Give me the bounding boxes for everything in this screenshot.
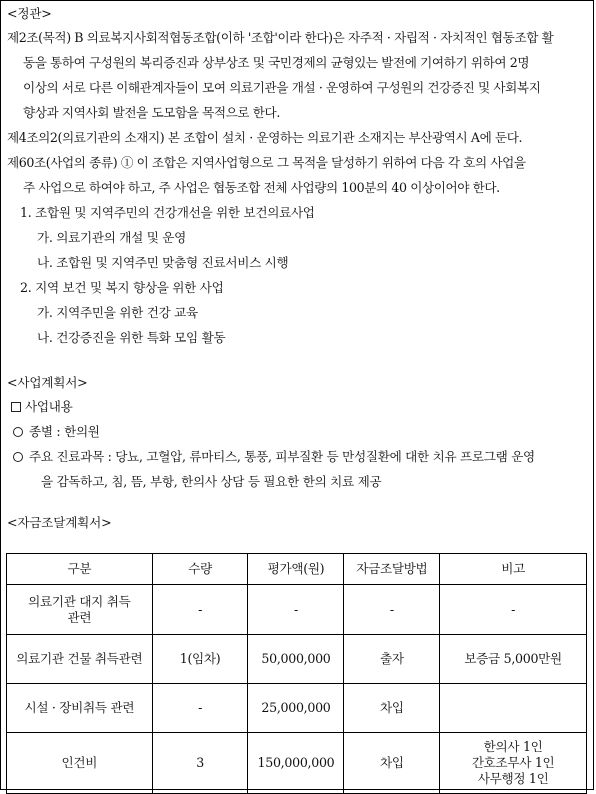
- header-method: 자금조달방법: [344, 554, 440, 585]
- article-60-line-2: 주 사업으로 하여야 하고, 주 사업은 협동조합 전체 사업량의 100분의 40 이상이어야 한다.: [23, 180, 500, 195]
- cell-method: 출자: [344, 635, 440, 684]
- header-value: 평가액(원): [248, 554, 344, 585]
- cell-value: 25,000,000: [248, 684, 344, 733]
- item-1: 1. 조합원 및 지역주민의 건강개선을 위한 보건의료사업: [20, 205, 315, 220]
- cell-category: 의료기관 대지 취득 관련: [7, 585, 153, 635]
- cell-quantity: -: [152, 684, 248, 733]
- plan-type-text: 종별 : 한의원: [29, 424, 100, 439]
- cell-value: -: [248, 585, 344, 635]
- cell-quantity: -: [152, 585, 248, 635]
- cell-quantity: 1(임차): [152, 635, 248, 684]
- plan-section: [7, 394, 590, 419]
- article-2-line-4: 향상과 지역사회 발전을 도모함을 목적으로 한다.: [23, 105, 280, 120]
- circle-bullet-icon: [13, 427, 23, 437]
- cell-category: 의료기관 건물 취득관련: [7, 635, 153, 684]
- articles-heading: <정관>: [7, 6, 52, 21]
- cell-category: 인건비: [7, 733, 153, 794]
- plan-type: [7, 419, 590, 444]
- cell-quantity: 3: [152, 733, 248, 794]
- funding-table: [6, 553, 587, 794]
- table-header-row: [7, 554, 587, 585]
- article-4-2: 제4조의2(의료기관의 소재지) 본 조합이 설치 · 운영하는 의료기관 소재지는 부산광역시 A에 둔다.: [7, 130, 523, 145]
- article-2-line-2: 동을 통하여 구성원의 복리증진과 상부상조 및 국민경제의 균형있는 발전에 기여하기 위하여 2명: [23, 55, 530, 70]
- plan-subjects: [7, 444, 590, 469]
- cell-category: 시설 · 장비취득 관련: [7, 684, 153, 733]
- square-bullet-icon: [11, 402, 21, 412]
- cell-note: -: [440, 585, 587, 635]
- circle-bullet-icon: [13, 452, 23, 462]
- plan-subjects-line-1: 주요 진료과목 : 당뇨, 고혈압, 류마티스, 통풍, 피부질환 등 만성질환에 대한 치유 프로그램 운영: [29, 449, 535, 464]
- table-row: [7, 733, 587, 794]
- cell-value: 50,000,000: [248, 635, 344, 684]
- plan-heading: <사업계획서>: [7, 375, 88, 390]
- cell-note: [440, 684, 587, 733]
- cell-note: 한의사 1인 간호조무사 1인 사무행정 1인: [440, 733, 587, 794]
- item-1-na: 나. 조합원 및 지역주민 맞춤형 진료서비스 시행: [37, 255, 289, 270]
- item-1-ga: 가. 의료기관의 개설 및 운영: [37, 230, 187, 245]
- article-2-line-1: 제2조(목적) B 의료복지사회적협동조합(이하 '조합'이라 한다)은 자주적 · 자립적 · 자치적인 협동조합 활: [7, 30, 554, 45]
- cell-method: 차입: [344, 684, 440, 733]
- table-row: [7, 635, 587, 684]
- article-60: [7, 150, 590, 200]
- article-60-line-1: 제60조(사업의 종류) ① 이 조합은 지역사업형으로 그 목적을 달성하기 위하여 다음 각 호의 사업을: [7, 155, 526, 170]
- funding-heading: <자금조달계획서>: [7, 515, 112, 530]
- item-2-ga: 가. 지역주민을 위한 건강 교육: [37, 305, 198, 320]
- plan-subjects-line-2: 을 감독하고, 침, 뜸, 부항, 한의사 상담 등 필요한 한의 치료 제공: [41, 474, 382, 489]
- cell-method: 차입: [344, 733, 440, 794]
- article-2: [7, 25, 590, 125]
- table-row: [7, 585, 587, 635]
- cell-note: 보증금 5,000만원: [440, 635, 587, 684]
- header-note: 비고: [440, 554, 587, 585]
- header-quantity: 수량: [152, 554, 248, 585]
- cell-method: -: [344, 585, 440, 635]
- header-category: 구분: [7, 554, 153, 585]
- document-body: [7, 3, 590, 534]
- item-2-na: 나. 건강증진을 위한 특화 모임 활동: [37, 330, 226, 345]
- article-2-line-3: 이상의 서로 다른 이해관계자들이 모여 의료기관을 개설 · 운영하여 구성원의 건강증진 및 사회복지: [23, 80, 541, 95]
- cell-value: 150,000,000: [248, 733, 344, 794]
- plan-section-label: 사업내용: [25, 399, 73, 414]
- table-row: [7, 684, 587, 733]
- item-2: 2. 지역 보건 및 복지 향상을 위한 사업: [20, 280, 224, 295]
